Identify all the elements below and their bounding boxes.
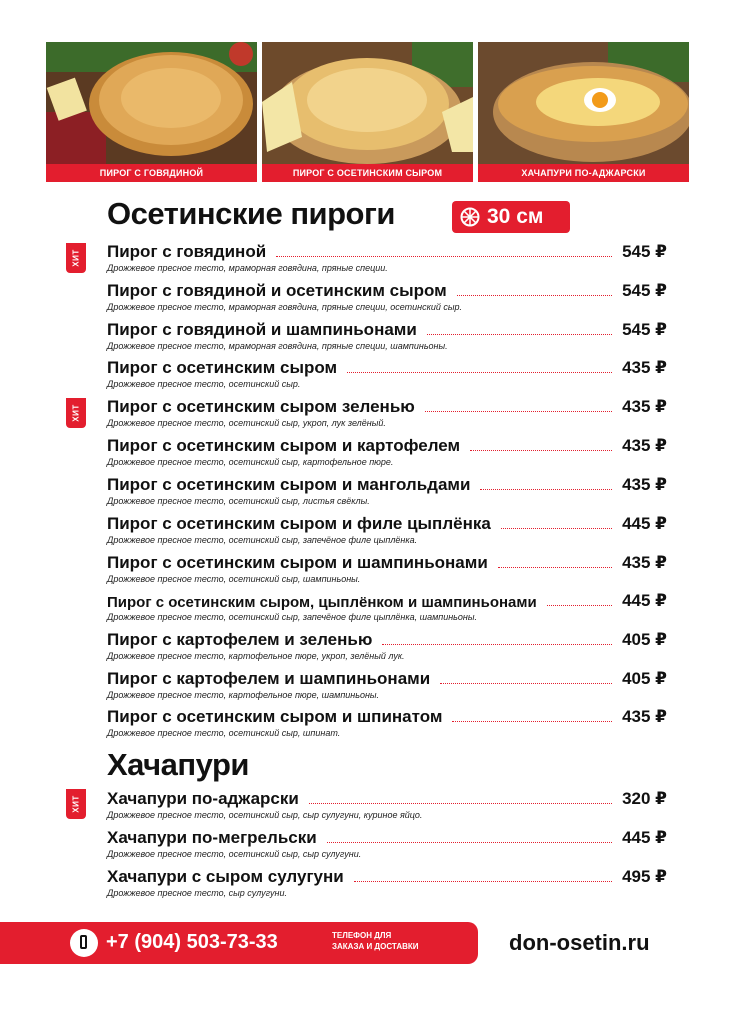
hit-badge: ХИТ [66, 398, 86, 428]
item-name: Пирог с осетинским сыром и картофелем [107, 436, 461, 455]
menu-item [107, 589, 667, 625]
item-description: Дрожжевое пресное тесто, мраморная говядина, пряные специи, шампиньоны. [107, 341, 448, 351]
menu-item [107, 628, 667, 664]
menu-item [107, 395, 667, 431]
item-price: 445 ₽ [622, 828, 667, 847]
menu-item [107, 279, 667, 315]
item-description: Дрожжевое пресное тесто, осетинский сыр, запечёное филе цыплёнка, шампиньоны. [107, 612, 477, 622]
item-price: 320 ₽ [622, 789, 667, 808]
item-description: Дрожжевое пресное тесто, осетинский сыр, сыр сулугуни. [107, 849, 362, 859]
item-price: 405 ₽ [622, 630, 667, 649]
item-price: 435 ₽ [622, 358, 667, 377]
phone-note: ТЕЛЕФОН ДЛЯ ЗАКАЗА И ДОСТАВКИ [332, 931, 419, 951]
item-price: 495 ₽ [622, 867, 667, 886]
cheese-pie-image [262, 42, 473, 164]
photo-beef-pie [46, 42, 257, 182]
size-badge [452, 201, 570, 233]
item-price: 435 ₽ [622, 475, 667, 494]
item-description: Дрожжевое пресное тесто, осетинский сыр, шпинат. [107, 728, 341, 738]
item-price: 435 ₽ [622, 707, 667, 726]
item-name: Пирог с осетинским сыром и шампиньонами [107, 553, 488, 572]
item-name: Пирог с осетинским сыром и шпинатом [107, 707, 443, 726]
menu-item [107, 473, 667, 509]
item-price: 435 ₽ [622, 436, 667, 455]
menu-item [107, 512, 667, 548]
menu-item [107, 705, 667, 741]
item-price: 545 ₽ [622, 281, 667, 300]
khachapuri-image [478, 42, 689, 164]
phone-number[interactable]: +7 (904) 503-73-33 [106, 931, 278, 953]
menu-item [107, 318, 667, 354]
item-description: Дрожжевое пресное тесто, осетинский сыр, картофельное пюре. [107, 457, 394, 467]
photo-khachapuri [478, 42, 689, 182]
item-description: Дрожжевое пресное тесто, осетинский сыр, шампиньоны. [107, 574, 361, 584]
menu-item [107, 826, 667, 862]
photo-caption: ПИРОГ С ГОВЯДИНОЙ [46, 164, 257, 182]
item-description: Дрожжевое пресное тесто, картофельное пюре, укроп, зелёный лук. [107, 651, 405, 661]
item-price: 545 ₽ [622, 242, 667, 261]
item-description: Дрожжевое пресное тесто, мраморная говядина, пряные специи. [107, 263, 388, 273]
item-price: 435 ₽ [622, 397, 667, 416]
item-price: 435 ₽ [622, 553, 667, 572]
item-name: Пирог с осетинским сыром [107, 358, 338, 377]
menu-item [107, 240, 667, 276]
item-name: Пирог с картофелем и зеленью [107, 630, 373, 649]
item-description: Дрожжевое пресное тесто, мраморная говядина, пряные специи, осетинский сыр. [107, 302, 463, 312]
item-description: Дрожжевое пресное тесто, осетинский сыр, сыр сулугуни, куриное яйцо. [107, 810, 423, 820]
item-price: 545 ₽ [622, 320, 667, 339]
menu-item [107, 434, 667, 470]
menu-item [107, 551, 667, 587]
menu-item [107, 356, 667, 392]
menu-item [107, 865, 667, 901]
section-title-pies: Осетинские пироги [107, 196, 395, 231]
item-description: Дрожжевое пресное тесто, осетинский сыр, укроп, лук зелёный. [107, 418, 386, 428]
item-description: Дрожжевое пресное тесто, сыр сулугуни. [107, 888, 287, 898]
item-name: Пирог с говядиной и шампиньонами [107, 320, 417, 339]
item-description: Дрожжевое пресное тесто, осетинский сыр, листья свёклы. [107, 496, 370, 506]
item-description: Дрожжевое пресное тесто, осетинский сыр. [107, 379, 301, 389]
photo-cheese-pie [262, 42, 473, 182]
item-description: Дрожжевое пресное тесто, картофельное пюре, шампиньоны. [107, 690, 380, 700]
photo-caption: ХАЧАПУРИ ПО-АДЖАРСКИ [478, 164, 689, 182]
beef-pie-image [46, 42, 257, 164]
menu-item [107, 787, 667, 823]
item-name: Пирог с осетинским сыром, цыплёнком и шампиньонами [107, 594, 537, 611]
item-name: Пирог с картофелем и шампиньонами [107, 669, 431, 688]
menu-item [107, 667, 667, 703]
hit-badge: ХИТ [66, 243, 86, 273]
item-name: Хачапури по-мегрельски [107, 828, 317, 847]
item-name: Пирог с говядиной и осетинским сыром [107, 281, 447, 300]
item-name: Пирог с осетинским сыром и филе цыплёнка [107, 514, 491, 533]
item-price: 405 ₽ [622, 669, 667, 688]
website-link[interactable]: don-osetin.ru [509, 930, 650, 955]
item-name: Хачапури с сыром сулугуни [107, 867, 344, 886]
item-name: Пирог с осетинским сыром зеленью [107, 397, 415, 416]
hit-badge: ХИТ [66, 789, 86, 819]
item-name: Пирог с говядиной [107, 242, 267, 261]
phone-icon [70, 929, 98, 957]
pizza-icon [460, 207, 480, 227]
item-price: 445 ₽ [622, 591, 667, 610]
section-title-khachapuri: Хачапури [107, 747, 249, 782]
item-name: Хачапури по-аджарски [107, 789, 299, 808]
size-label: 30 см [487, 205, 544, 228]
item-name: Пирог с осетинским сыром и мангольдами [107, 475, 471, 494]
photo-caption: ПИРОГ С ОСЕТИНСКИМ СЫРОМ [262, 164, 473, 182]
photo-strip [46, 42, 689, 182]
item-description: Дрожжевое пресное тесто, осетинский сыр, запечёное филе цыплёнка. [107, 535, 418, 545]
item-price: 445 ₽ [622, 514, 667, 533]
